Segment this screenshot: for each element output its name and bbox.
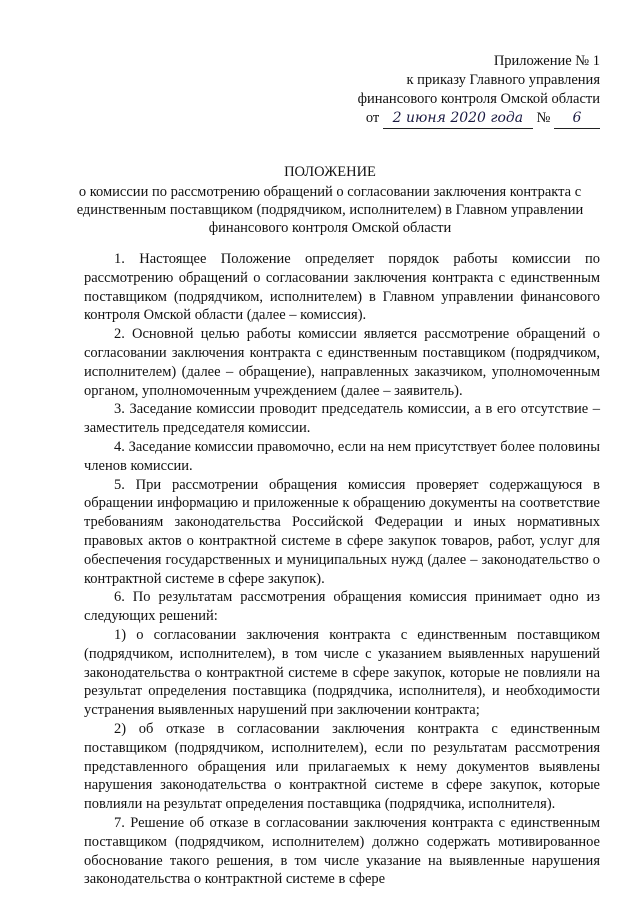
paragraph-2: 2. Основной целью работы комиссии является рассмотрение обращений о согласовании заключения контракта с единственным поставщиком (подрядчиком, исполнителем) (далее – обращение), направленных заказчиком, уполномоченным органом, уполномоченным учреждением (далее – заявитель). bbox=[84, 326, 600, 399]
document-body bbox=[84, 250, 600, 889]
paragraph-4: 4. Заседание комиссии правомочно, если на нем присутствует более половины членов комиссии. bbox=[84, 438, 600, 474]
date-prefix: от bbox=[365, 110, 380, 126]
paragraph-7: 7. Решение об отказе в согласовании заключения контракта с единственным поставщиком (подрядчиком, исполнителем) должно содержать мотивированное обоснование такого решения, в том числе указание на выявленные нарушения законодательства о контрактной системе в сфере bbox=[84, 814, 600, 888]
handwritten-date: 2 июня 2020 года bbox=[383, 109, 533, 129]
paragraph-6: 6. По результатам рассмотрения обращения комиссия принимает одно из следующих решений: bbox=[84, 589, 600, 625]
handwritten-number: 6 bbox=[554, 109, 600, 129]
document-title bbox=[60, 163, 600, 237]
title-subtitle: о комиссии по рассмотрению обращений о согласовании заключения контракта с единственным поставщиком (подрядчиком, исполнителем) в Главном управлении финансового контроля Омской области bbox=[76, 184, 584, 236]
order-date-line bbox=[300, 109, 600, 129]
paragraph-5: 5. При рассмотрении обращения комиссия проверяет содержащуюся в обращении информацию и приложенные к обращению документы на соответствие требованиям законодательства Российской Федерации и иных нормативных правовых актов о контрактной системе в сфере закупок товаров, работ, услуг для обеспечения государственных и муниципальных нужд (далее – законодательство о контрактной системе в сфере закупок). bbox=[84, 476, 600, 587]
appendix-line-3: финансового контроля Омской области bbox=[357, 91, 600, 107]
paragraph-1: 1. Настоящее Положение определяет порядок работы комиссии по рассмотрению обращений о согласовании заключения контракта с единственным поставщиком (подрядчиком, исполнителем) в Главном управлении финансового контроля Омской области (далее – комиссия). bbox=[84, 251, 600, 324]
paragraph-3: 3. Заседание комиссии проводит председатель комиссии, а в его отсутствие – заместитель председателя комиссии. bbox=[84, 401, 600, 437]
paragraph-6-item-2: 2) об отказе в согласовании заключения контракта с единственным поставщиком (подрядчиком, исполнителем), если по результатам рассмотрения представленного обращения или прилагаемых к нему документов выявлены нарушения законодательства о контрактной системе в сфере закупок, которые повлияли на результат определения поставщика (подрядчика, исполнителя). bbox=[84, 720, 600, 813]
appendix-line-2: к приказу Главного управления bbox=[406, 72, 600, 88]
appendix-line-1: Приложение № 1 bbox=[493, 53, 600, 69]
appendix-header bbox=[300, 52, 600, 129]
number-prefix: № bbox=[536, 110, 551, 126]
paragraph-6-item-1: 1) о согласовании заключения контракта с единственным поставщиком (подрядчиком, исполнителем), в том числе с указанием выявленных нарушений законодательства о контрактной системе в сфере закупок, которые не повлияли на результат определения поставщика (подрядчика, исполнителя), и необходимости устранения выявленных нарушений при заключении контракта; bbox=[84, 626, 600, 719]
title-heading: ПОЛОЖЕНИЕ bbox=[284, 164, 376, 180]
